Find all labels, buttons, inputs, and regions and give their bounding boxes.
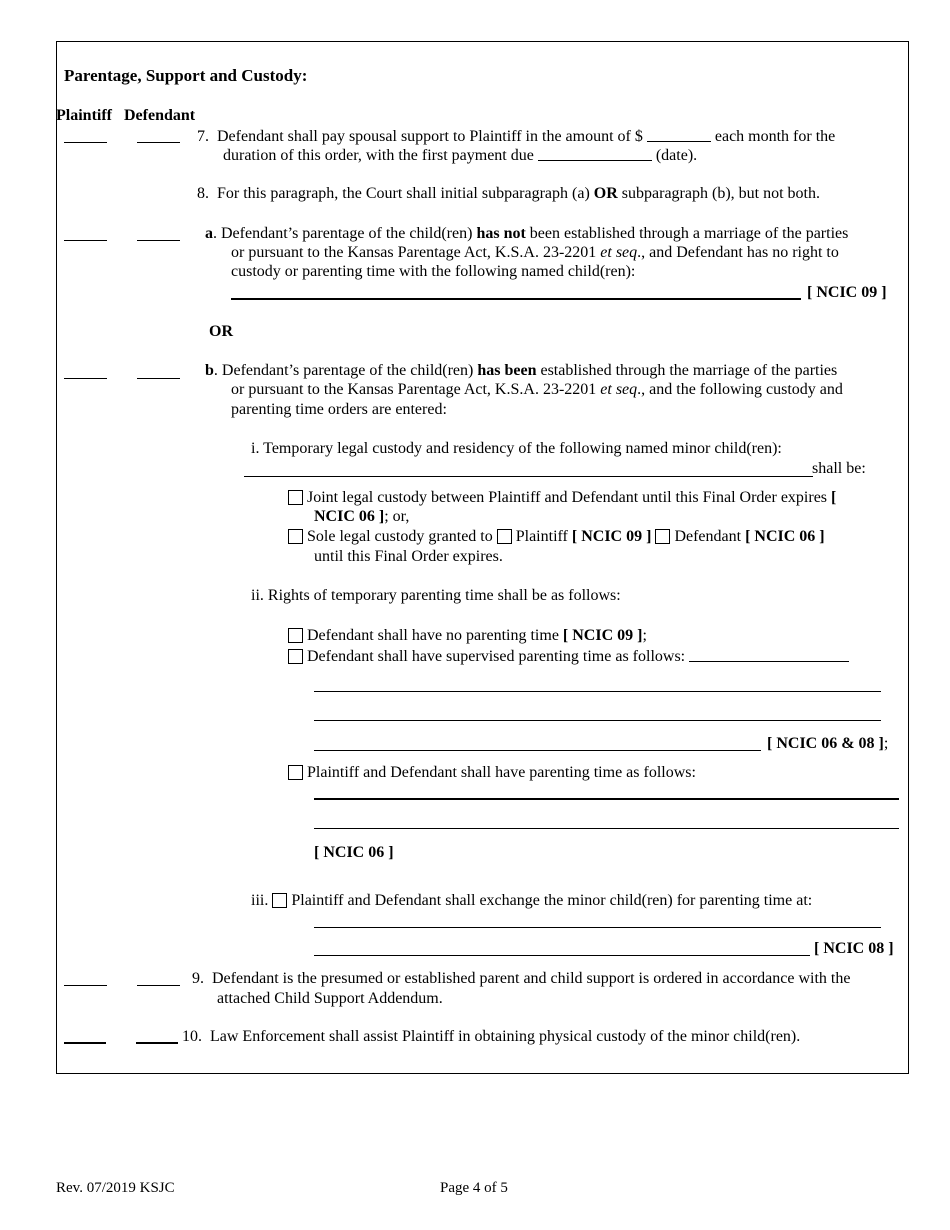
exchange-ncic: [ NCIC 08 ] [814, 940, 894, 957]
joint-custody-option-line2: NCIC 06 ]; or, [314, 508, 410, 525]
supervised-terms-field-4[interactable] [314, 750, 761, 751]
both-parenting-option: Plaintiff and Defendant shall have parenting time as follows: [288, 763, 696, 782]
sub-i-label: i. Temporary legal custody and residency of the following named minor child(ren): [251, 440, 782, 457]
children-names-field-8a[interactable] [231, 298, 801, 300]
no-parenting-time-checkbox[interactable] [288, 628, 303, 643]
supervised-parenting-option: Defendant shall have supervised parenting time as follows: [288, 646, 849, 666]
item8b-line3: parenting time orders are entered: [231, 401, 447, 418]
sole-custody-checkbox[interactable] [288, 529, 303, 544]
exchange-option: iii. Plaintiff and Defendant shall exchange the minor child(ren) for parenting time at: [251, 892, 813, 909]
item8b-line2: or pursuant to the Kansas Parentage Act, K.S.A. 23-2201 et seq., and the following custody and [231, 381, 843, 398]
defendant-initial-10[interactable] [136, 1042, 178, 1044]
joint-custody-option: Joint legal custody between Plaintiff and Defendant until this Final Order expires [ [288, 488, 836, 507]
plaintiff-initial-8a[interactable] [64, 240, 107, 241]
plaintiff-initial-9[interactable] [64, 985, 107, 986]
supervised-terms-field-1[interactable] [689, 646, 849, 662]
section-title: Parentage, Support and Custody: [64, 66, 308, 85]
item10-text: 10. Law Enforcement shall assist Plaintiff in obtaining physical custody of the minor child(ren). [182, 1028, 801, 1045]
supervised-parenting-checkbox[interactable] [288, 649, 303, 664]
item8a-line2: or pursuant to the Kansas Parentage Act, K.S.A. 23-2201 et seq., and Defendant has no right to [231, 244, 839, 261]
sole-custody-option-line2: until this Final Order expires. [314, 548, 503, 565]
exchange-location-field-1[interactable] [314, 927, 881, 928]
sole-defendant-checkbox[interactable] [655, 529, 670, 544]
item8b-line1: b. Defendant’s parentage of the child(ren) has been established through the marriage of the parties [205, 362, 838, 379]
item7-line1: 7. Defendant shall pay spousal support to Plaintiff in the amount of $ each month for the [197, 128, 836, 145]
defendant-initial-8a[interactable] [137, 240, 180, 241]
item8-text: 8. For this paragraph, the Court shall initial subparagraph (a) OR subparagraph (b), but not both. [197, 185, 820, 202]
first-payment-date-field[interactable] [538, 145, 652, 161]
plaintiff-column-header: Plaintiff [56, 107, 112, 124]
children-names-field-8b[interactable] [244, 476, 813, 477]
shall-be-label: shall be: [812, 460, 866, 477]
spousal-support-amount-field[interactable] [647, 126, 711, 142]
sole-custody-option: Sole legal custody granted to Plaintiff [ NCIC 09 ] Defendant [ NCIC 06 ] [288, 527, 825, 546]
sub-ii-label: ii. Rights of temporary parenting time shall be as follows: [251, 587, 621, 604]
both-parenting-field-1[interactable] [314, 798, 899, 800]
item9-line1: 9. Defendant is the presumed or established parent and child support is ordered in accordance with the [192, 970, 851, 987]
exchange-checkbox[interactable] [272, 893, 287, 908]
item7-line2: duration of this order, with the first payment due (date). [223, 147, 698, 164]
both-parenting-ncic: [ NCIC 06 ] [314, 844, 394, 861]
defendant-column-header: Defendant [124, 107, 196, 124]
both-parenting-field-2[interactable] [314, 828, 899, 829]
footer-revision: Rev. 07/2019 KSJC [56, 1180, 175, 1196]
supervised-terms-field-3[interactable] [314, 720, 881, 721]
defendant-initial-9[interactable] [137, 985, 180, 986]
item8a-ncic: [ NCIC 09 ] [807, 284, 887, 301]
supervised-terms-field-2[interactable] [314, 691, 881, 692]
item8a-line1: a. Defendant’s parentage of the child(ren) has not been established through a marriage of the parties [205, 225, 849, 242]
defendant-initial-7[interactable] [137, 142, 180, 143]
plaintiff-initial-8b[interactable] [64, 378, 107, 379]
joint-custody-checkbox[interactable] [288, 490, 303, 505]
plaintiff-initial-10[interactable] [64, 1042, 106, 1044]
plaintiff-initial-7[interactable] [64, 142, 107, 143]
exchange-location-field-2[interactable] [314, 955, 810, 956]
sole-plaintiff-checkbox[interactable] [497, 529, 512, 544]
or-separator: OR [209, 323, 233, 340]
both-parenting-checkbox[interactable] [288, 765, 303, 780]
item8a-line3: custody or parenting time with the following named child(ren): [231, 263, 636, 280]
no-parenting-time-option: Defendant shall have no parenting time [ NCIC 09 ]; [288, 626, 647, 645]
item9-line2: attached Child Support Addendum. [217, 990, 443, 1007]
supervised-ncic: [ NCIC 06 & 08 ]; [767, 735, 889, 752]
defendant-initial-8b[interactable] [137, 378, 180, 379]
footer-page-number: Page 4 of 5 [440, 1180, 508, 1196]
